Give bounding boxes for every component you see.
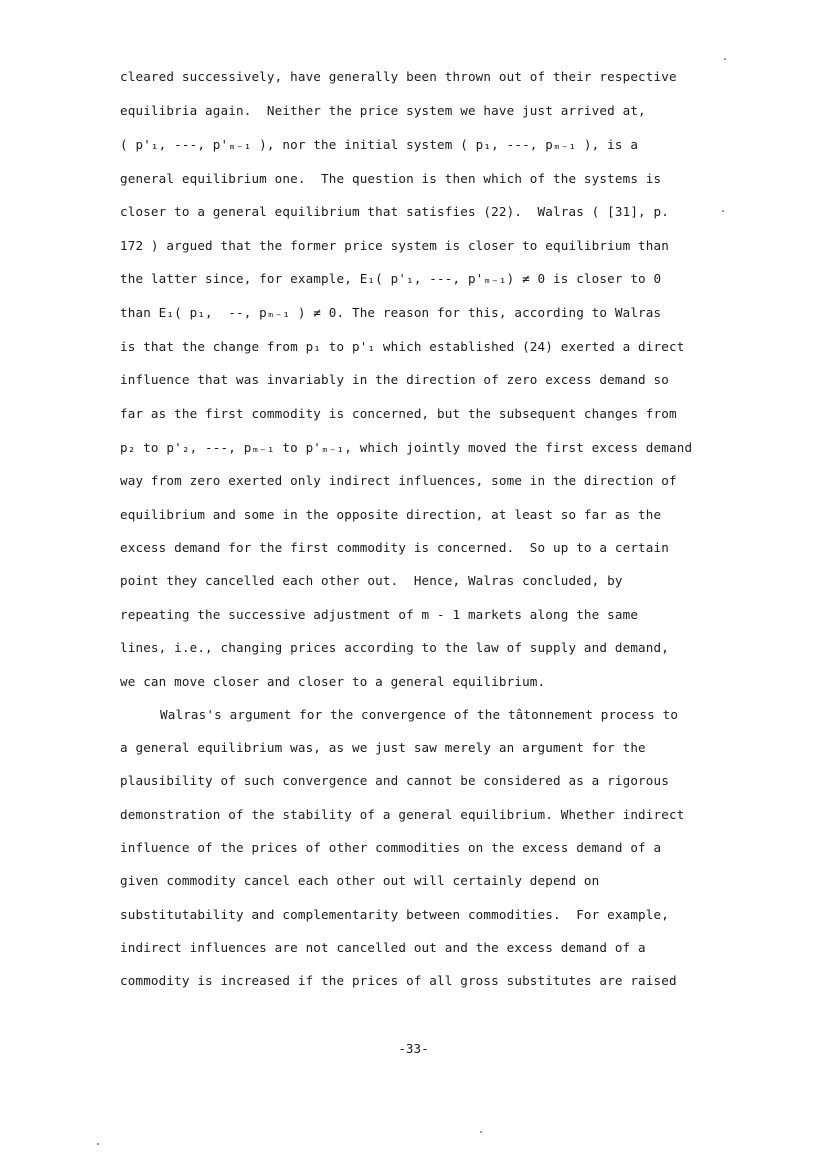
text-line: is that the change from p₁ to p'₁ which established (24) exerted a direct [120,339,685,354]
text-line: closer to a general equilibrium that satisfies (22). Walras ( [31], p. [120,204,669,219]
scan-speck [480,1131,482,1133]
text-line: 172 ) argued that the former price system is closer to equilibrium than [120,238,669,253]
text-line: given commodity cancel each other out will certainly depend on [120,873,600,888]
text-line: p₂ to p'₂, ---, pₘ₋₁ to p'ₘ₋₁, which jointly moved the first excess demand [120,440,693,455]
text-line: substitutability and complementarity between commodities. For example, [120,907,669,922]
text-line: than E₁( p₁, --, pₘ₋₁ ) ≠ 0. The reason for this, according to Walras [120,305,662,320]
text-line: way from zero exerted only indirect influences, some in the direction of [120,473,677,488]
text-line: lines, i.e., changing prices according to the law of supply and demand, [120,640,669,655]
text-line: commodity is increased if the prices of all gross substitutes are raised [120,973,677,988]
text-line: cleared successively, have generally been thrown out of their respective [120,69,677,84]
text-line: general equilibrium one. The question is then which of the systems is [120,171,662,186]
scan-speck [724,58,726,60]
text-line: equilibrium and some in the opposite direction, at least so far as the [120,507,662,522]
text-line: influence that was invariably in the direction of zero excess demand so [120,372,669,387]
text-line: far as the first commodity is concerned, but the subsequent changes from [120,406,677,421]
page-number: -33- [398,1041,429,1056]
text-line: we can move closer and closer to a general equilibrium. [120,674,546,689]
paragraph-first-line: Walras's argument for the convergence of the tâtonnement process to [160,707,679,722]
text-line: a general equilibrium was, as we just saw merely an argument for the [120,740,646,755]
text-line: demonstration of the stability of a general equilibrium. Whether indirect [120,807,685,822]
scan-speck [722,210,724,212]
text-line: influence of the prices of other commodities on the excess demand of a [120,840,662,855]
text-line: ( p'₁, ---, p'ₘ₋₁ ), nor the initial system ( p₁, ---, pₘ₋₁ ), is a [120,137,639,152]
text-line: the latter since, for example, E₁( p'₁, ---, p'ₘ₋₁) ≠ 0 is closer to 0 [120,271,662,286]
text-line: repeating the successive adjustment of m - 1 markets along the same [120,607,639,622]
scan-speck [97,1143,99,1145]
text-line: plausibility of such convergence and cannot be considered as a rigorous [120,773,669,788]
text-line: indirect influences are not cancelled out and the excess demand of a [120,940,646,955]
text-line: equilibria again. Neither the price system we have just arrived at, [120,103,646,118]
text-line: excess demand for the first commodity is concerned. So up to a certain [120,540,669,555]
text-line: point they cancelled each other out. Hence, Walras concluded, by [120,573,623,588]
